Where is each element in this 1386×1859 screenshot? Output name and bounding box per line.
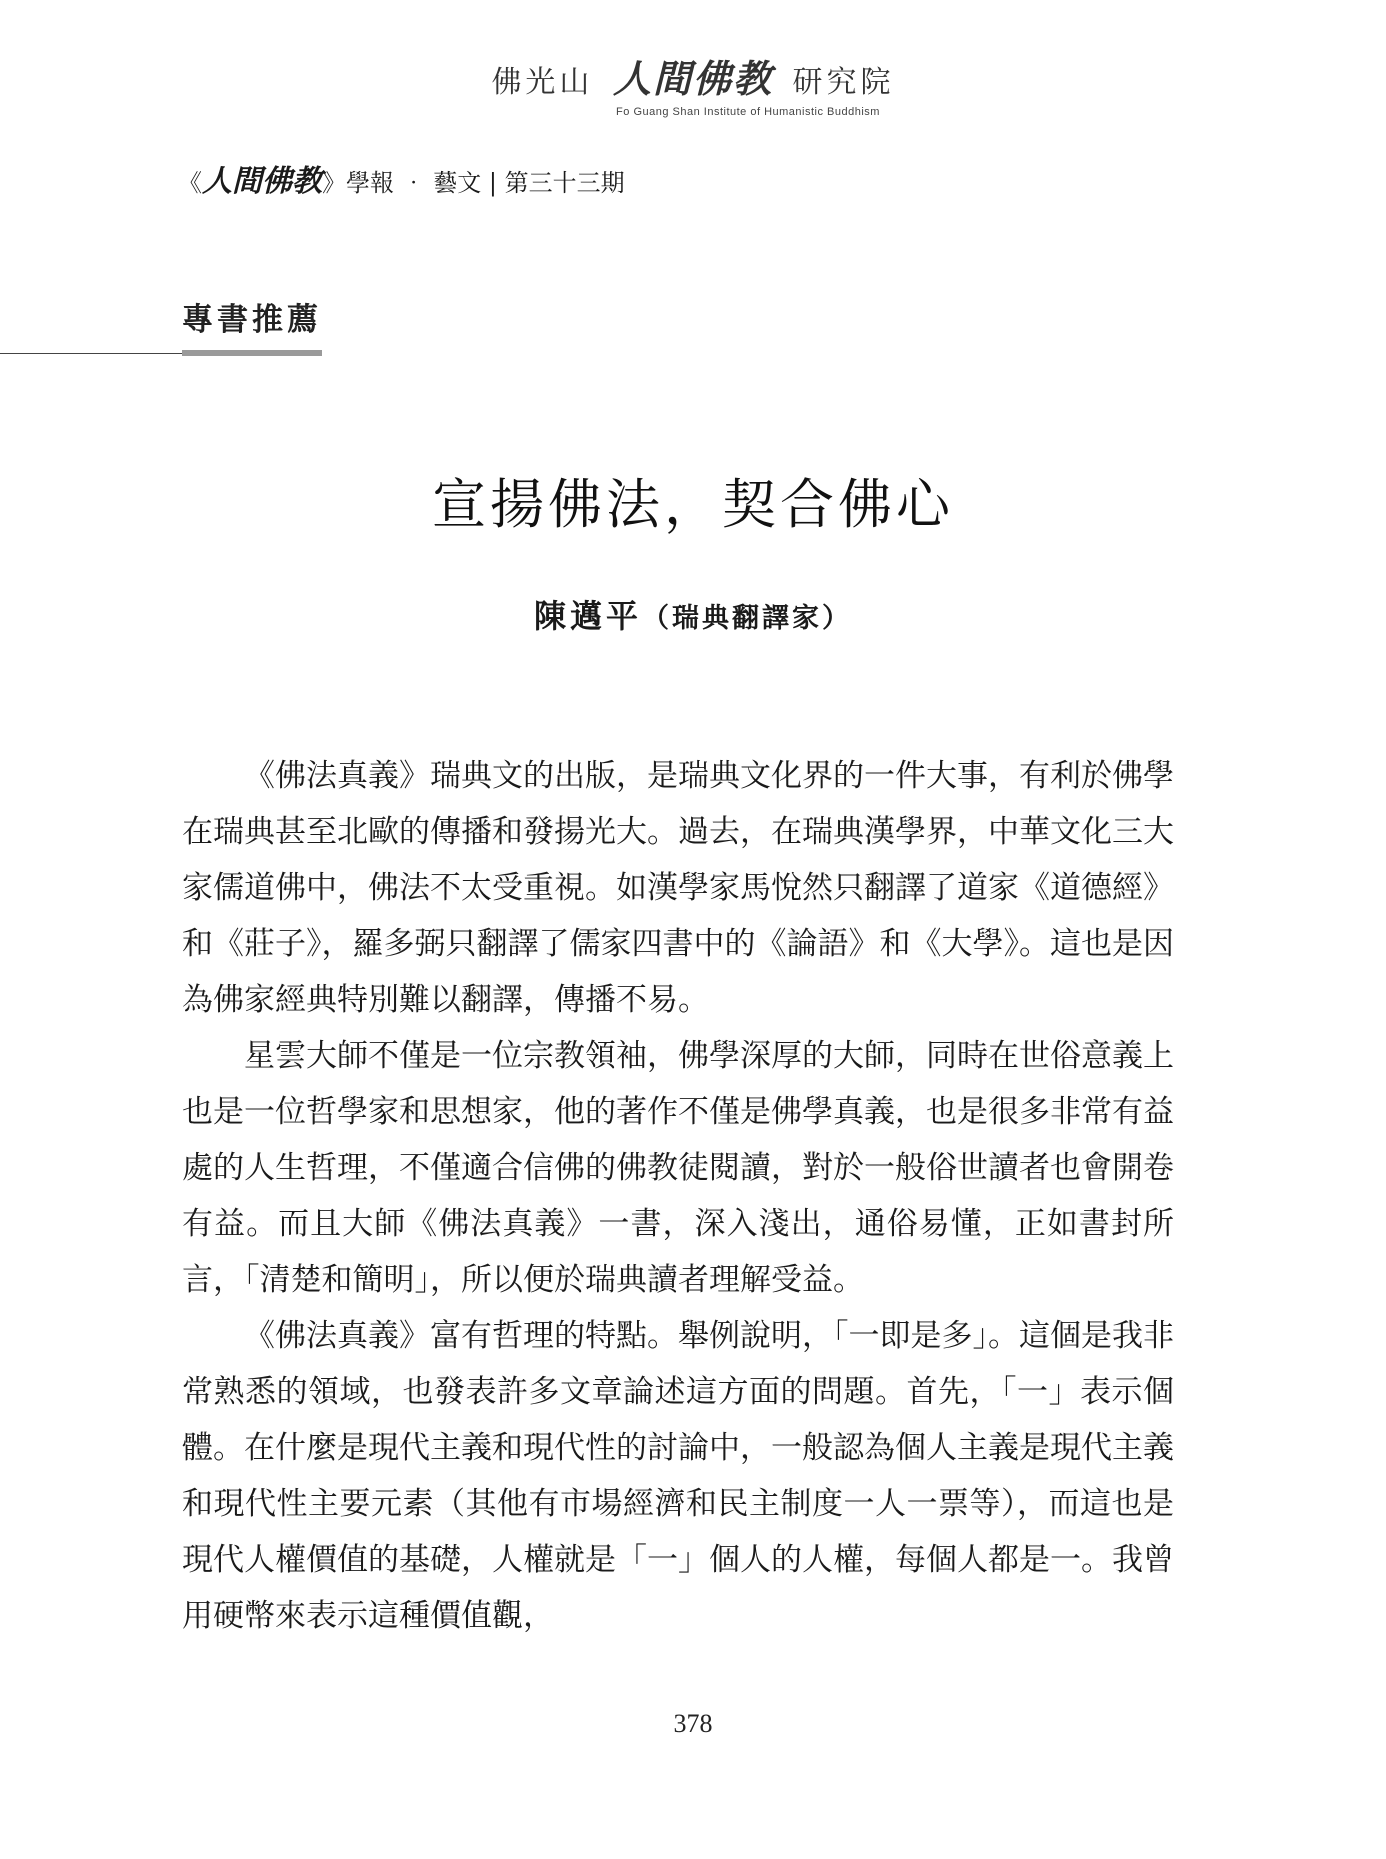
section-label: 專書推薦 [182,302,322,338]
institute-english-name: Fo Guang Shan Institute of Humanistic Buddhism [616,106,880,118]
article-author [0,594,1386,641]
institute-name [0,58,1386,104]
page-number: 378 [673,1709,713,1738]
body-paragraph-2: 星雲大師不僅是一位宗教領袖，佛學深厚的大師，同時在世俗意義上也是一位哲學家和思想家，他的著作不僅是佛學真義，也是很多非常有益處的人生哲理，不僅適合信佛的佛教徒閱讀，對於一般俗世讀者也會開卷有益。而且大師《佛法真義》一書，深入淺出，通俗易懂，正如書封所言，「清楚和簡明」，所以便於瑞典讀者理解受益。 [182,1038,1174,1298]
institute-suffix: 研究院 [792,65,895,100]
article-body [182,748,1174,1644]
author-name: 陳邁平 [533,597,642,635]
institute-header [0,58,1386,118]
body-paragraph-1: 《佛法真義》瑞典文的出版，是瑞典文化界的一件大事，有利於佛學在瑞典甚至北歐的傳播和發揚光大。過去，在瑞典漢學界，中華文化三大家儒道佛中，佛法不太受重視。如漢學家馬悅然只翻譯了道家《道德經》和《莊子》，羅多弼只翻譯了儒家四書中的《論語》和《大學》。這也是因為佛家經典特別難以翻譯，傳播不易。 [182,758,1174,1018]
journal-open-quote: 《 [178,169,202,197]
author-affiliation: （瑞典翻譯家） [642,603,852,634]
institute-prefix: 佛光山 [491,65,594,100]
body-paragraph-3: 《佛法真義》富有哲理的特點。舉例說明，「一即是多」。這個是我非常熟悉的領域，也發表許多文章論述這方面的問題。首先，「一」表示個體。在什麼是現代主義和現代性的討論中，一般認為個人主義是現代主義和現代性主要元素（其他有市場經濟和民主制度一人一票等），而這也是現代人權價值的基礎，人權就是「一」個人的人權，每個人都是一。我曾用硬幣來表示這種價值觀， [182,1318,1174,1634]
article-title: 宣揚佛法，契合佛心 [432,473,954,536]
institute-brand-logo: 人間佛教 [612,56,773,101]
journal-brand: 人間佛教 [202,164,322,199]
journal-running-header [178,164,625,201]
section-rule-accent [182,350,322,356]
journal-rest: 》學報 ‧ 藝文 | 第三十三期 [322,169,625,197]
